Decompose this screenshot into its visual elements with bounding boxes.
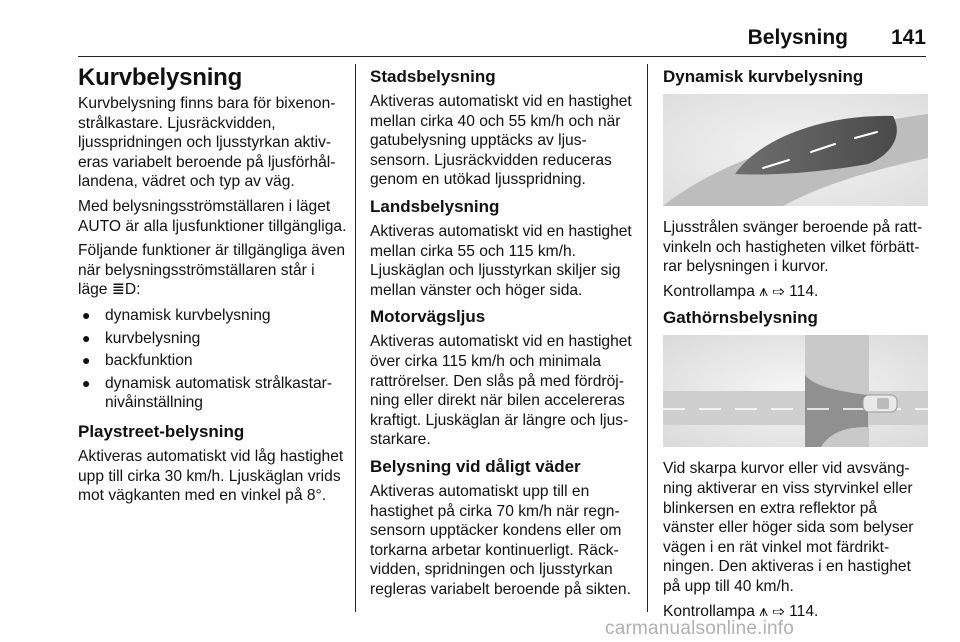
column-left bbox=[78, 64, 348, 511]
list-item: ● backfunktion bbox=[78, 351, 348, 371]
list-item: ● dynamisk kurvbelysning bbox=[78, 306, 348, 326]
column-middle bbox=[370, 64, 635, 604]
heading-playstreet: Playstreet-belysning bbox=[78, 421, 245, 441]
paragraph-motorvagsljus: Aktiveras automatiskt vid en hastighet över cirka 115 km/h och minimala rattrörelser. Den slås på med fördröjning eller direkt när bilen accelereras kraftigt. Ljuskäglan är längre och ljusstarkare. bbox=[370, 333, 632, 449]
list-item: ● kurvbelysning bbox=[78, 329, 348, 349]
paragraph-functions: Följande funktioner är tillgängliga även när belysningsströmställaren står i läge ≣D: bbox=[78, 242, 345, 299]
watermark: carmanualsonline.info bbox=[605, 618, 795, 639]
heading-landsbelysning: Landsbelysning bbox=[370, 196, 500, 216]
section-title: Belysning bbox=[747, 26, 848, 49]
page-header bbox=[78, 26, 926, 56]
function-list bbox=[78, 306, 348, 413]
paragraph-stadsbelysning: Aktiveras automatiskt vid en hastighet mellan cirka 40 och 55 km/h och när gatubelysning upptäcks av ljussensorn. Ljusräckvidden reduceras genom en utökad ljusspridning. bbox=[370, 93, 632, 189]
heading-motorvagsljus: Motorvägsljus bbox=[370, 307, 486, 327]
paragraph-dynamisk: Ljusstrålen svänger beroende på rattvinkeln och hastigheten vilket förbättrar belysningen i kurvor. bbox=[663, 219, 923, 276]
paragraph-auto: Med belysningsströmställaren i läget AUTO är alla ljusfunktioner tillgängliga. bbox=[78, 197, 347, 235]
column-divider bbox=[647, 64, 648, 612]
paragraph-gathorn: Vid skarpa kurvor eller vid avsvängning aktiverar en viss styrvinkel eller blinkersen en extra reflektor på vänster eller höger sida som belyser vägen i en rät vinkel mot färdriktningen. Den aktiveras i en hastighet på upp till 40 km/h. bbox=[663, 460, 914, 595]
paragraph-playstreet: Aktiveras automatiskt vid låg hastighet upp till cirka 30 km/h. Ljuskäglan vrids mot vägkanten med en vinkel på 8°. bbox=[78, 447, 344, 505]
paragraph-daligt-vader: Aktiveras automatiskt upp till en hastighet på cirka 70 km/h när regnsensorn upptäcker kondens eller om torkarna arbetar kontinuerligt. Räckvidden, spridningen och ljusstyrkan regleras variabelt beroende på sikten. bbox=[370, 482, 631, 598]
header-rule bbox=[78, 56, 926, 57]
indicator-reference: Kontrollampa ⩚ ⇨ 114. bbox=[663, 602, 819, 620]
heading-stadsbelysning: Stadsbelysning bbox=[370, 67, 496, 86]
heading-daligt-vader: Belysning vid dåligt väder bbox=[370, 456, 581, 476]
paragraph-intro: Kurvbelysning finns bara för bixenon-strålkastare. Ljusräckvidden, ljusspridningen och ljusstyrkan aktiveras variabelt beroende på ljusförhållandena, vädret och typ av väg. bbox=[78, 95, 336, 191]
page-number: 141 bbox=[890, 26, 926, 49]
dynamic-curve-light-illustration bbox=[663, 94, 928, 206]
heading-gathornsbelysning: Gathörnsbelysning bbox=[663, 308, 818, 328]
indicator-reference: Kontrollampa ⩚ ⇨ 114. bbox=[663, 282, 819, 300]
heading-dynamisk-kurvbelysning: Dynamisk kurvbelysning bbox=[663, 67, 864, 86]
column-divider bbox=[355, 64, 356, 612]
list-item: ● dynamisk automatisk strålkastarnivåinställning bbox=[78, 374, 348, 413]
column-right bbox=[663, 64, 928, 626]
heading-kurvbelysning: Kurvbelysning bbox=[78, 64, 243, 91]
paragraph-landsbelysning: Aktiveras automatiskt vid en hastighet mellan cirka 55 och 115 km/h. Ljuskäglan och ljusstyrkan skiljer sig mellan vänster och höger sida. bbox=[370, 222, 632, 299]
cornering-light-illustration bbox=[663, 335, 928, 447]
